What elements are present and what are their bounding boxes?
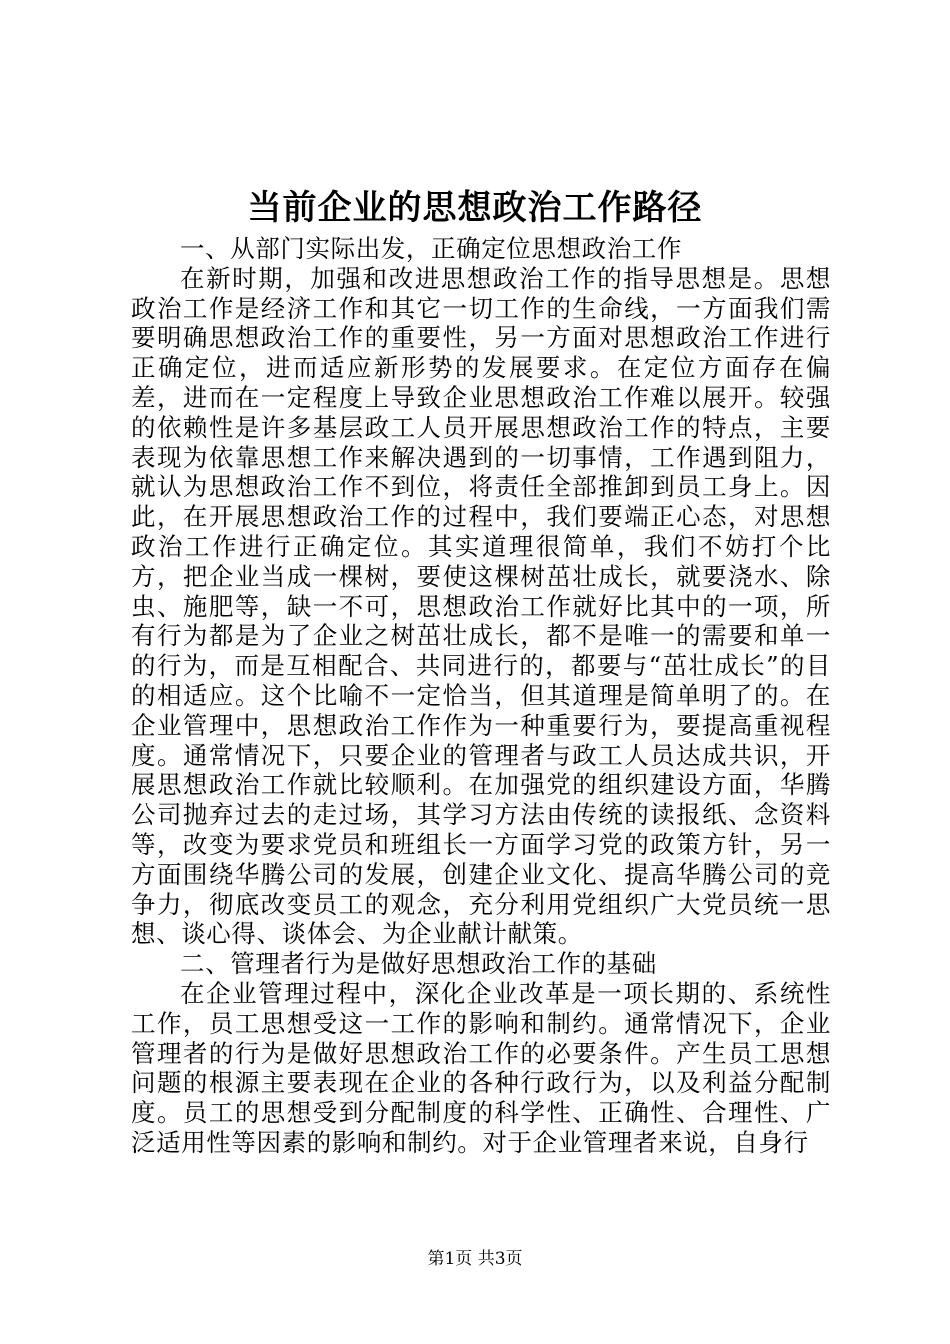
section-heading-1: 一、从部门实际出发，正确定位思想政治工作 [180, 234, 682, 263]
document-body [131, 234, 831, 1158]
paragraph-2: 在企业管理过程中，深化企业改革是一项长期的、系统性工作，员工思想受这一工作的影响和制约。通常情况下，企业管理者的行为是做好思想政治工作的必要条件。产生员工思想问题的根源主要表现在企业的各种行政行为，以及利益分配制度。员工的思想受到分配制度的科学性、正确性、合理性、广泛适用性等因素的影响和制约。对于企业管理者来说，自身行 [131, 978, 831, 1157]
section-heading-2: 二、管理者行为是做好思想政治工作的基础 [180, 949, 657, 979]
document-title: 当前企业的思想政治工作路径 [247, 188, 703, 228]
paragraph-1: 在新时期，加强和改进思想政治工作的指导思想是。思想政治工作是经济工作和其它一切工作的生命线，一方面我们需要明确思想政治工作的重要性，另一方面对思想政治工作进行正确定位，进而适应新形势的发展要求。在定位方面存在偏差，进而在一定程度上导致企业思想政治工作难以展开。较强的依赖性是许多基层政工人员开展思想政治工作的特点，主要表现为依靠思想工作来解决遇到的一切事情，工作遇到阻力，就认为思想政治工作不到位，将责任全部推卸到员工身上。因此，在开展思想政治工作的过程中，我们要端正心态，对思想政治工作进行正确定位。其实道理很简单，我们不妨打个比方，把企业当成一棵树，要使这棵树茁壮成长，就要浇水、除虫、施肥等，缺一不可，思想政治工作就好比其中的一项，所有行为都是为了企业之树茁壮成长，都不是唯一的需要和单一的行为，而是互相配合、共同进行的，都要与“茁壮成长”的目的相适应。这个比喻不一定恰当，但其道理是简单明了的。在企业管理中，思想政治工作作为一种重要行为，要提高重视程度。通常情况下，只要企业的管理者与政工人员达成共识，开展思想政治工作就比较顺利。在加强党的组织建设方面，华腾公司抛弃过去的走过场，其学习方法由传统的读报纸、念资料等，改变为要求党员和班组长一方面学习党的政策方针，另一方面围绕华腾公司的发展，创建企业文化、提高华腾公司的竞争力，彻底改变员工的观念，充分利用党组织广大党员统一思想、谈心得、谈体会、为企业献计献策。 [131, 263, 831, 949]
page-footer: 第1页 共3页 [427, 1249, 523, 1269]
